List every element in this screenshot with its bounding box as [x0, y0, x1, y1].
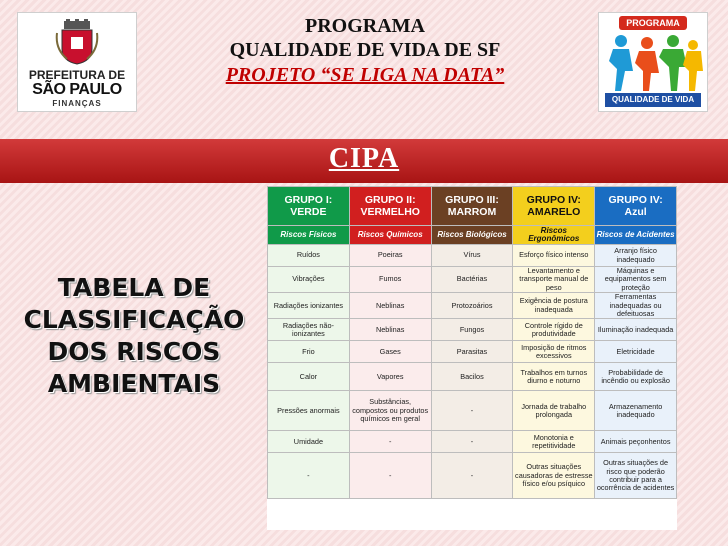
logo-line-1: PREFEITURA DE — [28, 68, 126, 82]
risk-type-header: Riscos Ergonômicos — [513, 226, 595, 245]
group-header: GRUPO IV: Azul — [595, 187, 677, 226]
table-cell: Radiações ionizantes — [268, 293, 350, 319]
table-cell: Probabilidade de incêndio ou explosão — [595, 363, 677, 391]
banner-title: CIPA — [328, 143, 400, 174]
table-row — [268, 431, 677, 453]
prefeitura-logo — [17, 12, 137, 112]
table-row — [268, 391, 677, 431]
risk-type-header: Riscos Físicos — [268, 226, 350, 245]
logo-right-bottom: QUALIDADE DE VIDA — [605, 93, 701, 107]
table-cell: Bactérias — [431, 267, 513, 293]
table-cell: - — [431, 453, 513, 499]
title-line-3: PROJETO “SE LIGA NA DATA” — [225, 64, 505, 86]
table-cell: Eletricidade — [595, 341, 677, 363]
table-cell: - — [349, 453, 431, 499]
city-crest-icon — [55, 19, 99, 65]
people-figures-icon — [599, 31, 707, 93]
table-cell: Ruídos — [268, 245, 350, 267]
table-cell: - — [268, 453, 350, 499]
table-cell: Neblinas — [349, 319, 431, 341]
table-cell: Calor — [268, 363, 350, 391]
table-cell: Iluminação inadequada — [595, 319, 677, 341]
table-row — [268, 245, 677, 267]
risk-type-row — [268, 226, 677, 245]
group-header: GRUPO IV: AMARELO — [513, 187, 595, 226]
table-row — [268, 319, 677, 341]
table-row — [268, 363, 677, 391]
table-cell: Parasitas — [431, 341, 513, 363]
table-cell: Armazenamento inadequado — [595, 391, 677, 431]
table-cell: Bacilos — [431, 363, 513, 391]
table-cell: Pressões anormais — [268, 391, 350, 431]
risk-type-header: Riscos Químicos — [349, 226, 431, 245]
table-cell: Trabalhos em turnos diurno e noturno — [513, 363, 595, 391]
side-line-2: CLASSIFICAÇÃO — [23, 305, 245, 334]
table-cell: Levantamento e transporte manual de peso — [513, 267, 595, 293]
table-cell: Imposição de ritmos excessivos — [513, 341, 595, 363]
group-header: GRUPO III: MARROM — [431, 187, 513, 226]
risk-table — [267, 186, 677, 530]
title-line-1: PROGRAMA — [305, 15, 425, 37]
group-header-row — [268, 187, 677, 226]
header-title — [160, 14, 570, 88]
side-heading — [14, 272, 254, 400]
table-cell: Poeiras — [349, 245, 431, 267]
table-cell: Umidade — [268, 431, 350, 453]
logo-line-3: FINANÇAS — [52, 99, 102, 108]
qualidade-de-vida-logo — [598, 12, 708, 112]
table-cell: Animais peçonhentos — [595, 431, 677, 453]
table-row — [268, 267, 677, 293]
table-cell: Jornada de trabalho prolongada — [513, 391, 595, 431]
table-cell: Outras situações de risco que poderão contribuir para a ocorrência de acidentes — [595, 453, 677, 499]
table-cell: Arranjo físico inadequado — [595, 245, 677, 267]
table-cell: Gases — [349, 341, 431, 363]
group-header: GRUPO II: VERMELHO — [349, 187, 431, 226]
table-cell: Vírus — [431, 245, 513, 267]
table-row — [268, 293, 677, 319]
risk-table-grid — [267, 186, 677, 499]
table-cell: Fumos — [349, 267, 431, 293]
table-cell: Exigência de postura inadequada — [513, 293, 595, 319]
table-cell: Outras situações causadoras de estresse físico e/ou psíquico — [513, 453, 595, 499]
table-row — [268, 453, 677, 499]
table-cell: Frio — [268, 341, 350, 363]
logo-right-top: PROGRAMA — [619, 16, 687, 30]
table-cell: Fungos — [431, 319, 513, 341]
side-line-1: TABELA DE — [57, 273, 211, 302]
side-line-4: AMBIENTAIS — [47, 369, 221, 398]
table-cell: Radiações não-ionizantes — [268, 319, 350, 341]
table-cell: - — [431, 431, 513, 453]
table-row — [268, 341, 677, 363]
risk-type-header: Riscos Biológicos — [431, 226, 513, 245]
table-cell: Substâncias, compostos ou produtos químicos em geral — [349, 391, 431, 431]
table-cell: Protozoários — [431, 293, 513, 319]
table-cell: Vibrações — [268, 267, 350, 293]
title-line-2: QUALIDADE DE VIDA DE SF — [229, 39, 501, 61]
table-cell: Esforço físico intenso — [513, 245, 595, 267]
logo-line-2: SÃO PAULO — [32, 81, 122, 98]
table-cell: Vapores — [349, 363, 431, 391]
table-cell: Neblinas — [349, 293, 431, 319]
table-cell: Ferramentas inadequadas ou defeituosas — [595, 293, 677, 319]
table-cell: - — [431, 391, 513, 431]
table-cell: Controle rígido de produtividade — [513, 319, 595, 341]
table-cell: Máquinas e equipamentos sem proteção — [595, 267, 677, 293]
table-cell: - — [349, 431, 431, 453]
side-line-3: DOS RISCOS — [47, 337, 221, 366]
table-cell: Monotonia e repetitividade — [513, 431, 595, 453]
group-header: GRUPO I: VERDE — [268, 187, 350, 226]
risk-type-header: Riscos de Acidentes — [595, 226, 677, 245]
